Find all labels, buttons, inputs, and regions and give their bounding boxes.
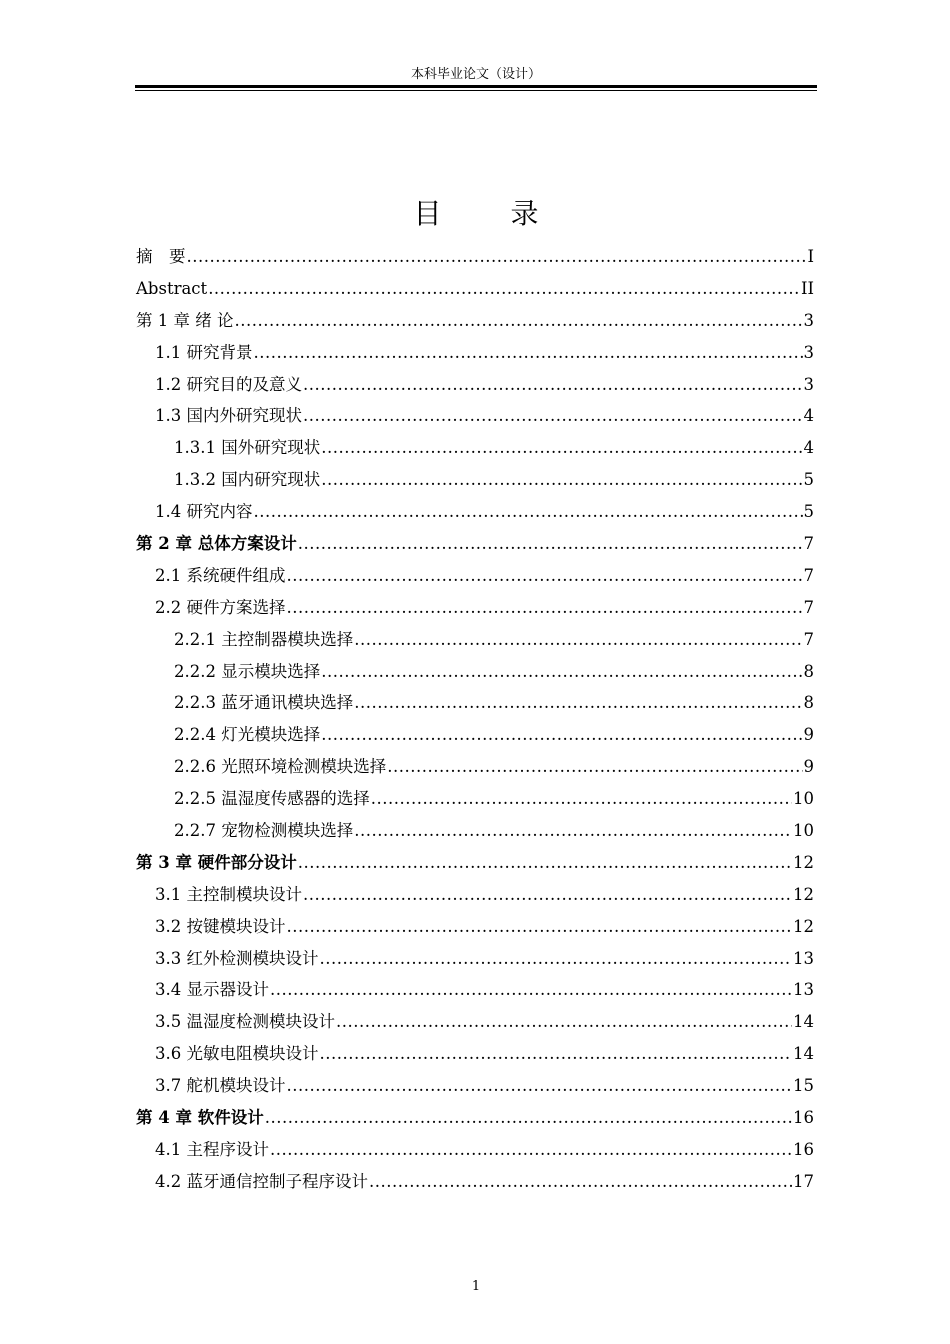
toc-dot-leader	[303, 879, 792, 911]
toc-entry[interactable]	[136, 847, 814, 879]
toc-dot-leader	[187, 241, 807, 273]
toc-entry-label: 第 1 章 绪 论	[136, 310, 234, 330]
toc-entry-page: 3	[803, 342, 814, 362]
toc-entry-page: 9	[803, 757, 814, 777]
header-rule	[135, 85, 817, 88]
toc-entry-page: 3	[803, 310, 814, 330]
toc-dot-leader	[354, 815, 792, 847]
toc-entry[interactable]	[136, 528, 814, 560]
toc-dot-leader	[270, 974, 792, 1006]
toc-entry-page: 7	[803, 597, 814, 617]
toc-entry[interactable]	[136, 592, 814, 624]
toc-dot-leader	[321, 719, 802, 751]
toc-dot-leader	[320, 1038, 793, 1070]
toc-entry-label: 2.2.5 温湿度传感器的选择	[174, 789, 370, 809]
toc-entry[interactable]	[136, 464, 814, 496]
toc-entry[interactable]	[136, 815, 814, 847]
toc-dot-leader	[387, 751, 802, 783]
toc-entry[interactable]	[136, 1102, 814, 1134]
toc-dot-leader	[208, 273, 800, 305]
toc-entry-page: II	[800, 278, 814, 298]
page-number: 1	[471, 1279, 481, 1294]
toc-entry-label: Abstract	[136, 278, 208, 298]
toc-dot-leader	[254, 337, 803, 369]
toc-entry-label: 3.5 温湿度检测模块设计	[155, 1012, 335, 1032]
toc-entry[interactable]	[136, 560, 814, 592]
toc-entry-label: 1.3 国内外研究现状	[155, 406, 302, 426]
toc-entry-page: 7	[803, 629, 814, 649]
toc-entry-label: 2.2.1 主控制器模块选择	[174, 629, 354, 649]
toc-entry-page: 12	[793, 916, 814, 936]
toc-entry-page: 5	[803, 502, 814, 522]
toc-entry-page: 8	[803, 661, 814, 681]
toc-dot-leader	[254, 496, 803, 528]
toc-entry-page: 16	[793, 1139, 814, 1159]
toc-entry-page: 9	[803, 725, 814, 745]
toc-entry[interactable]	[136, 1006, 814, 1038]
toc-entry[interactable]	[136, 432, 814, 464]
toc-entry-page: 13	[793, 948, 814, 968]
toc-dot-leader	[321, 432, 802, 464]
toc-dot-leader	[287, 1070, 793, 1102]
toc-entry-page: 15	[793, 1076, 814, 1096]
toc-entry-label: 第 4 章 软件设计	[136, 1108, 264, 1128]
toc-entry-label: 3.7 舵机模块设计	[155, 1076, 286, 1096]
toc-dot-leader	[298, 528, 803, 560]
toc-entry[interactable]	[136, 624, 814, 656]
toc-entry[interactable]	[136, 337, 814, 369]
toc-entry[interactable]	[136, 305, 814, 337]
toc-dot-leader	[303, 400, 803, 432]
toc-entry-label: 2.1 系统硬件组成	[155, 565, 286, 585]
toc-entry-page: 4	[803, 406, 814, 426]
toc-entry[interactable]	[136, 369, 814, 401]
toc-entry-label: 摘 要	[136, 247, 186, 266]
toc-dot-leader	[287, 911, 793, 943]
toc-entry-page: 14	[793, 1044, 814, 1064]
toc-entry[interactable]	[136, 1070, 814, 1102]
toc-entry-label: 2.2.2 显示模块选择	[174, 661, 321, 681]
toc-dot-leader	[321, 656, 802, 688]
toc-entry-label: 1.4 研究内容	[155, 502, 253, 522]
toc-entry[interactable]	[136, 1038, 814, 1070]
toc-dot-leader	[287, 560, 803, 592]
toc-entry-label: 3.2 按键模块设计	[155, 916, 286, 936]
toc-dot-leader	[265, 1102, 792, 1134]
toc-dot-leader	[298, 847, 792, 879]
toc-entry-label: 2.2.3 蓝牙通讯模块选择	[174, 693, 354, 713]
toc-entry[interactable]	[136, 687, 814, 719]
toc-entry[interactable]	[136, 1134, 814, 1166]
toc-entry-label: 3.6 光敏电阻模块设计	[155, 1044, 319, 1064]
toc-entry-label: 4.2 蓝牙通信控制子程序设计	[155, 1171, 368, 1191]
toc-entry-label: 2.2 硬件方案选择	[155, 597, 286, 617]
toc-entry-page: 12	[793, 884, 814, 904]
toc-dot-leader	[321, 464, 802, 496]
toc-entry-label: 第 2 章 总体方案设计	[136, 534, 297, 554]
toc-entry-label: 1.3.1 国外研究现状	[174, 438, 321, 458]
toc-entry-page: 7	[803, 565, 814, 585]
toc-dot-leader	[303, 369, 803, 401]
toc-entry-label: 3.3 红外检测模块设计	[155, 948, 319, 968]
toc-entry-page: 16	[793, 1108, 814, 1128]
toc-entry-page: 10	[793, 821, 814, 841]
toc-entry[interactable]	[136, 974, 814, 1006]
toc-entry-page: 4	[803, 438, 814, 458]
toc-entry-page: 13	[793, 980, 814, 1000]
toc-entry-page: 12	[793, 852, 814, 872]
toc-entry-page: I	[807, 247, 814, 266]
toc-entry-page: 8	[803, 693, 814, 713]
toc-entry[interactable]	[136, 1166, 814, 1198]
toc-entry[interactable]	[136, 719, 814, 751]
table-of-contents	[136, 241, 814, 1198]
toc-entry-page: 3	[803, 374, 814, 394]
toc-entry-label: 1.3.2 国内研究现状	[174, 470, 321, 490]
toc-entry-page: 17	[793, 1171, 814, 1191]
toc-entry-label: 2.2.6 光照环境检测模块选择	[174, 757, 387, 777]
toc-entry-page: 5	[803, 470, 814, 490]
toc-entry-label: 第 3 章 硬件部分设计	[136, 852, 297, 872]
toc-entry[interactable]	[136, 911, 814, 943]
toc-dot-leader	[336, 1006, 792, 1038]
toc-title: 目 录	[413, 197, 569, 230]
toc-entry-label: 1.2 研究目的及意义	[155, 374, 302, 394]
toc-entry-label: 1.1 研究背景	[155, 342, 253, 362]
toc-dot-leader	[270, 1134, 792, 1166]
toc-entry-page: 14	[793, 1012, 814, 1032]
toc-entry[interactable]	[136, 400, 814, 432]
header-rule-thin	[135, 90, 817, 91]
page-header: 本科毕业论文（设计）	[410, 67, 541, 82]
toc-entry[interactable]	[136, 751, 814, 783]
toc-entry[interactable]	[136, 496, 814, 528]
toc-entry[interactable]	[136, 656, 814, 688]
toc-entry-label: 2.2.4 灯光模块选择	[174, 725, 321, 745]
toc-entry[interactable]	[136, 943, 814, 975]
toc-entry[interactable]	[136, 783, 814, 815]
toc-dot-leader	[287, 592, 803, 624]
toc-entry[interactable]	[136, 879, 814, 911]
toc-dot-leader	[369, 1166, 792, 1198]
toc-entry-label: 4.1 主程序设计	[155, 1139, 269, 1159]
toc-entry[interactable]	[136, 241, 814, 273]
toc-entry[interactable]	[136, 273, 814, 305]
toc-entry-label: 3.4 显示器设计	[155, 980, 269, 1000]
toc-dot-leader	[354, 624, 802, 656]
toc-dot-leader	[234, 305, 802, 337]
toc-entry-page: 10	[793, 789, 814, 809]
toc-dot-leader	[320, 943, 793, 975]
toc-entry-page: 7	[803, 534, 814, 554]
toc-entry-label: 2.2.7 宠物检测模块选择	[174, 821, 354, 841]
toc-entry-label: 3.1 主控制模块设计	[155, 884, 302, 904]
toc-dot-leader	[371, 783, 792, 815]
toc-dot-leader	[354, 687, 802, 719]
